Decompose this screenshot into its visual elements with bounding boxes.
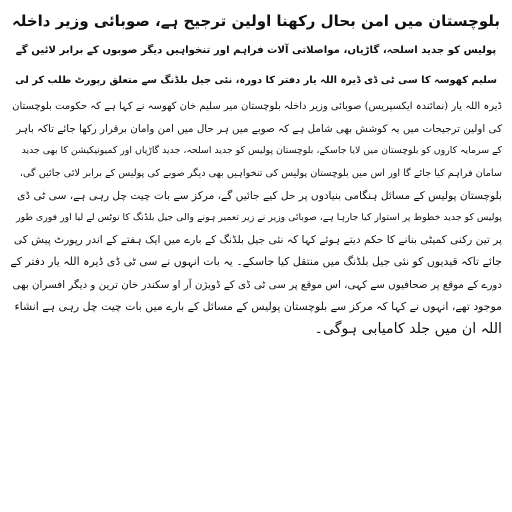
body-line: اللہ ان میں جلد کامیابی ہوگی۔ (314, 320, 502, 337)
body-line: پر تین رکنی کمیٹی بنانے کا حکم دیتے ہوئے کہا کہ نئی جیل بلڈنگ کے بارے میں ایک ہفتے کے اندر رپورٹ پیش کی (13, 234, 502, 247)
body-line: موجود تھے، انہوں نے کہا کہ مرکز سے بلوچستان پولیس کے مسائل کے بارے میں بات چیت چل رہی ہے انشاء (14, 299, 502, 313)
article-body (10, 96, 502, 340)
body-line: پولیس کو جدید خطوط پر استوار کیا جارہا ہے، صوبائی وزیر نے زیر تعمیر ہونے والی جیل بلڈنگ کا نوٹس لے لیا اور فوری طور (16, 211, 502, 223)
headline-line: بلوچستان میں امن بحال رکھنا اولین ترجیح ہے، صوبائی وزیر داخلہ (11, 12, 501, 30)
body-line: دورے کے موقع پر صحافیوں سے کہی، اس موقع پر سی ٹی ڈی کے ڈویژن آر او سکندر خان ترین و دیگر افسران بھی (12, 278, 502, 291)
body-line: جائے تاکہ قیدیوں کو نئی جیل بلڈنگ میں منتقل کیا جاسکے۔ یہ بات انہوں نے سی ٹی ڈی ڈیرہ اللہ یار دفتر کے (10, 255, 502, 269)
headline (10, 6, 502, 96)
body-line: کی اولین ترجیحات میں یہ کوشش بھی شامل ہے کہ صوبے میں ہر حال میں امن وامان برقرار رکھا جائے تاکہ باہر (16, 123, 502, 136)
body-line: سامان فراہم کیا جائے گا اور اس میں بلوچستان پولیس کی تنخواہیں بھی دیگر صوبے کی پولیس کے برابر لائی جائیں گی، (19, 167, 502, 179)
headline-line: سلیم کھوسہ کا سی ٹی ڈی ڈیرہ اللہ یار دفتر کا دورہ، نئی جیل بلڈنگ سے متعلق رپورٹ طلب کر لی (15, 75, 497, 86)
headline-line: پولیس کو جدید اسلحہ، گاڑیاں، مواصلاتی آلات فراہم اور تنخواہیں دیگر صوبوں کے برابر لائیں گے (15, 45, 497, 56)
body-line: بلوچستان پولیس کے مسائل ہنگامی بنیادوں پر حل کیے جائیں گے، مرکز سے بات چیت چل رہی ہے، سی ٹی ڈی (17, 189, 502, 202)
body-line: کے سرمایہ کاروں کو بلوچستان میں لایا جاسکے، بلوچستان پولیس کو جدید اسلحہ، جدید گاڑیاں اور کمیونیکیشن کا بھی جدید (21, 145, 502, 157)
body-line: ڈیرہ اللہ یار (نمائندہ ایکسپریس) صوبائی وزیر داخلہ بلوچستان میر سلیم خان کھوسہ نے کہا ہے کہ حکومت بلوچستان (12, 101, 502, 112)
